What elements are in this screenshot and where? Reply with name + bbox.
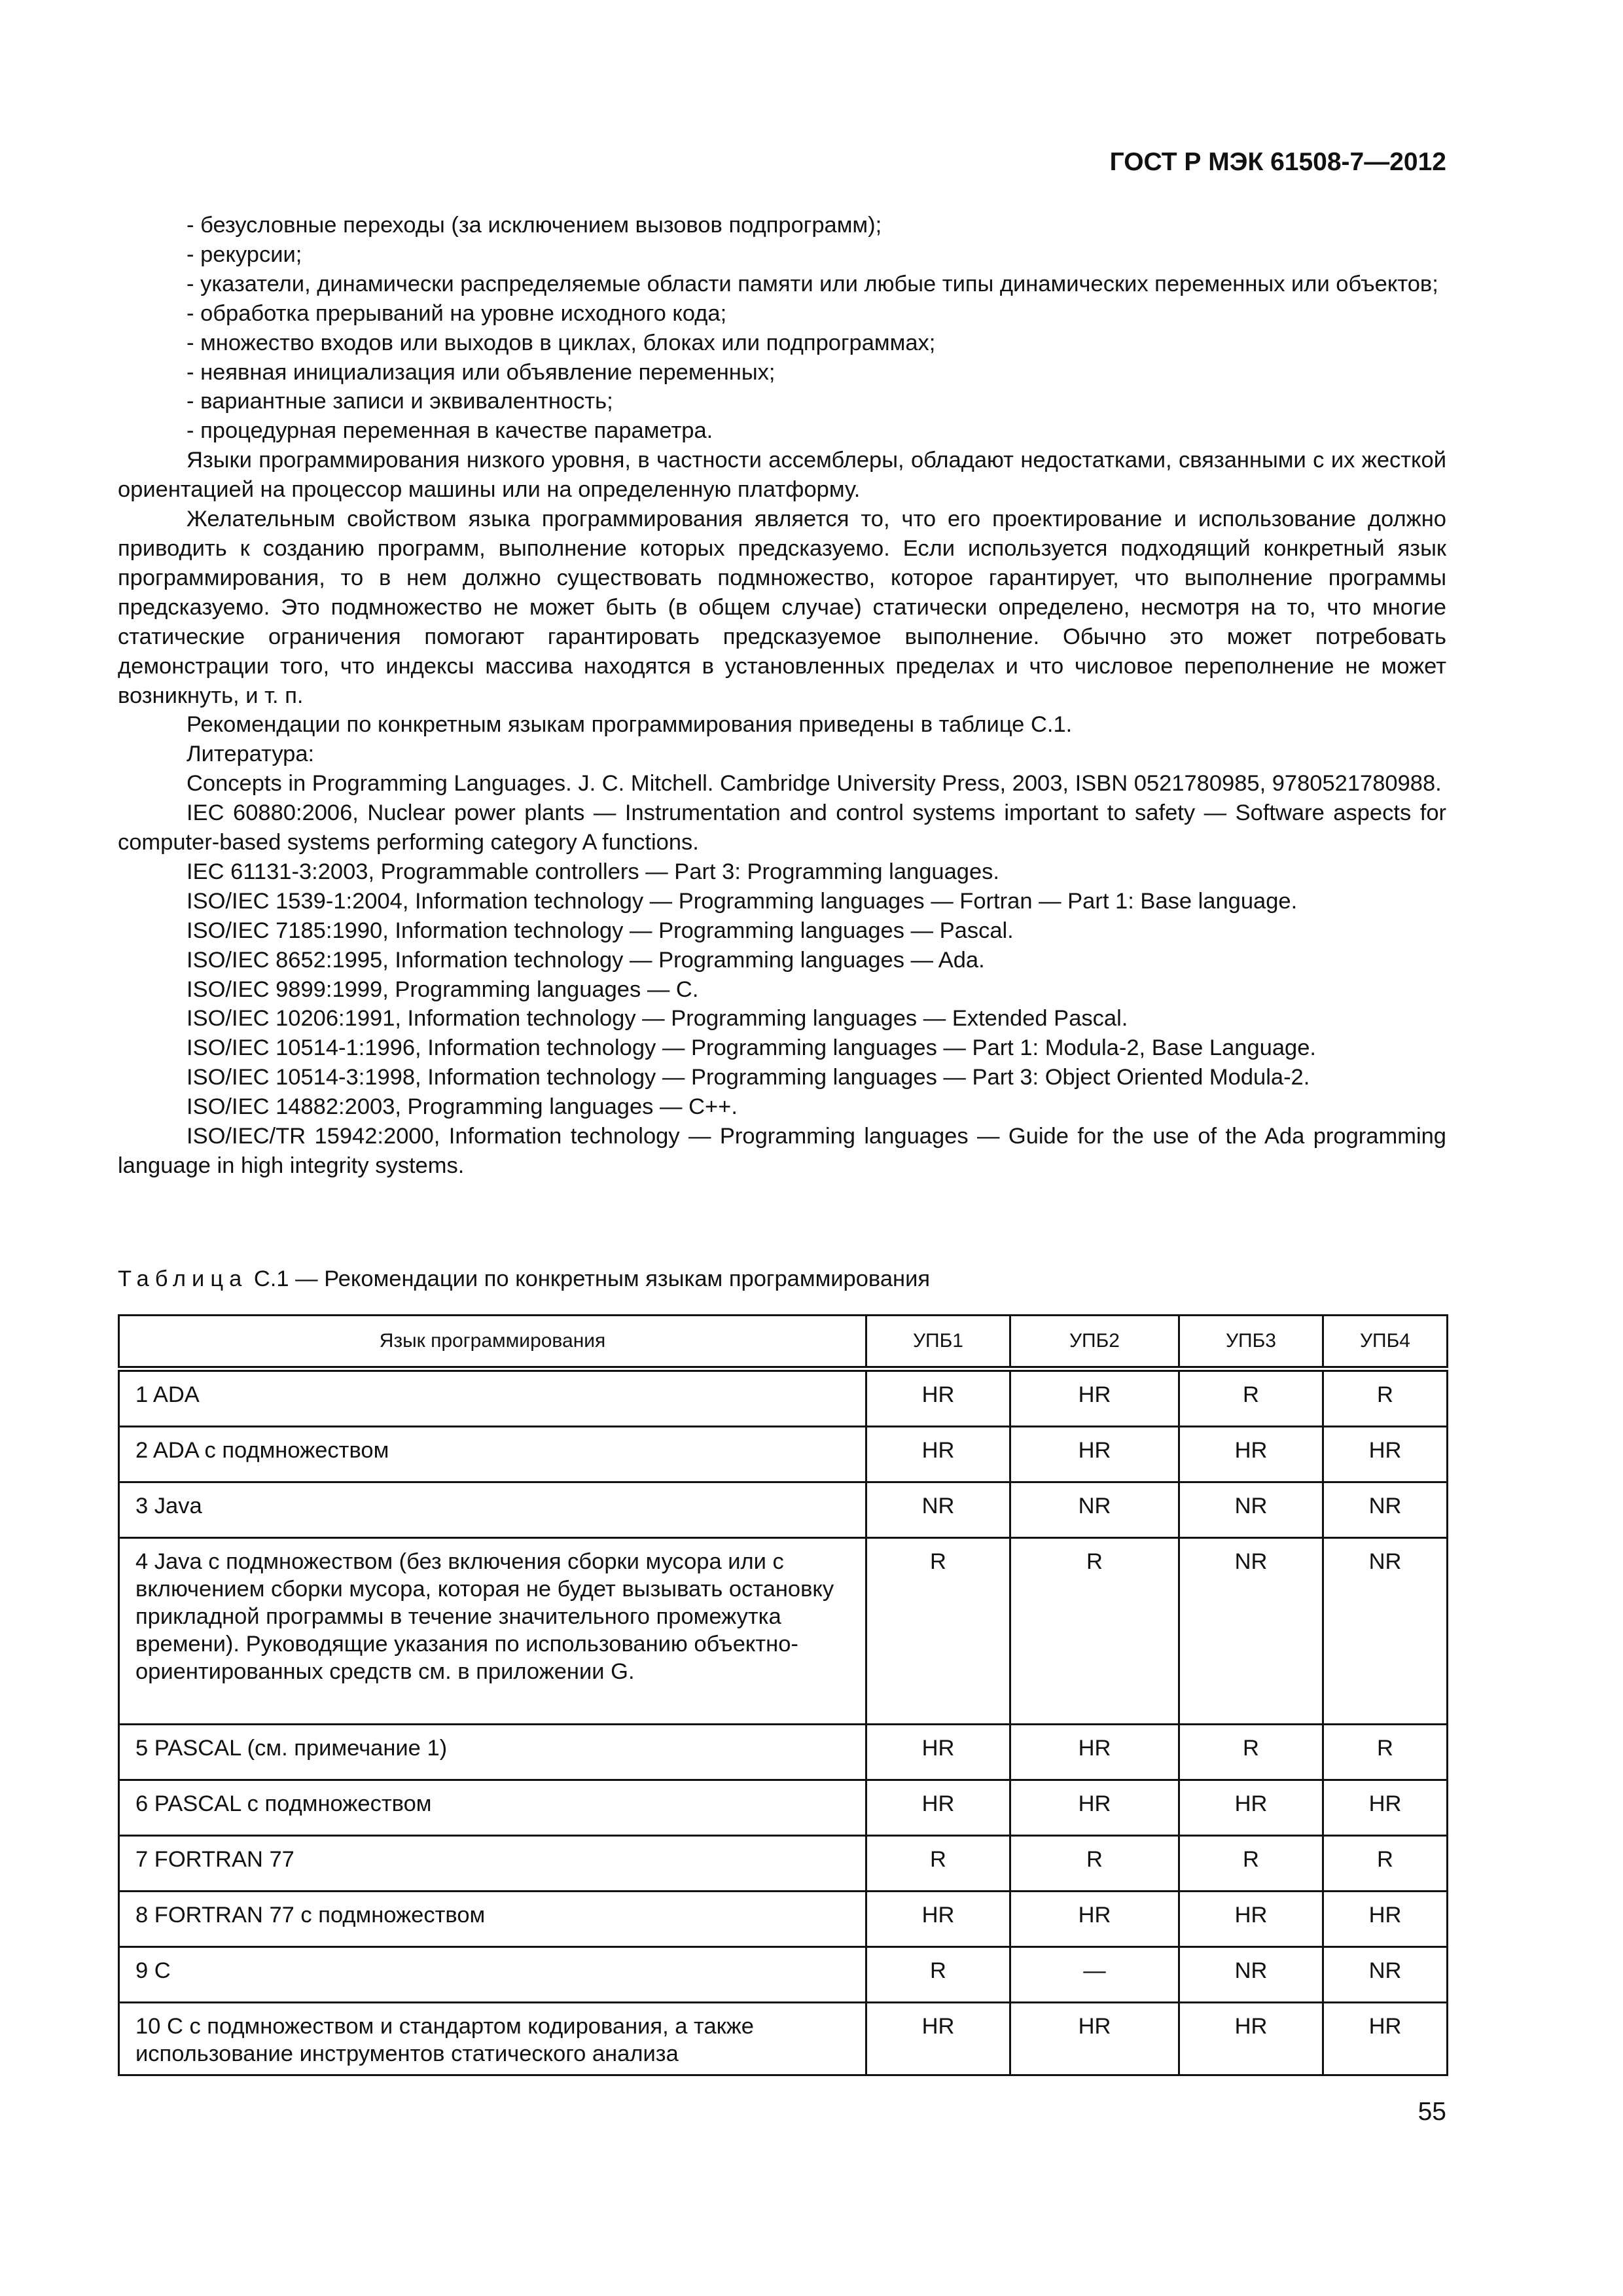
- sil3-cell: HR: [1179, 1427, 1323, 1482]
- header-sil2: УПБ2: [1010, 1316, 1179, 1369]
- sil2-cell: R: [1010, 1538, 1179, 1725]
- list-item: - обработка прерываний на уровне исходного кода;: [187, 300, 727, 326]
- list-item: - указатели, динамически распределяемые области памяти или любые типы динамических переменных или объектов;: [187, 271, 1438, 296]
- sil3-cell: NR: [1179, 1947, 1323, 2003]
- header-sil3: УПБ3: [1179, 1316, 1323, 1369]
- language-cell: 4 Java с подмножеством (без включения сборки мусора или с включением сборки мусора, которая не будет вызывать остановку прикладной программы в течение значительного промежутка времени). Руководящие указания по использованию объектно-ориентированных средств см. в приложении G.: [119, 1538, 866, 1725]
- language-cell: 5 PASCAL (см. примечание 1): [119, 1725, 866, 1780]
- sil1-cell: HR: [866, 1369, 1010, 1427]
- sil4-cell: HR: [1323, 1892, 1448, 1947]
- reference-item: ISO/IEC 8652:1995, Information technology — Programming languages — Ada.: [187, 947, 985, 973]
- paragraph: Языки программирования низкого уровня, в частности ассемблеры, обладают недостатками, связанными с их жесткой ориентацией на процессор машины или на определенную платформу.: [118, 448, 1446, 503]
- language-cell: 1 ADA: [119, 1369, 866, 1427]
- language-cell: 10 С с подмножеством и стандартом кодирования, а также использование инструментов статического анализа: [119, 2003, 866, 2075]
- literature-heading: Литература:: [187, 742, 315, 767]
- language-cell: 8 FORTRAN 77 с подмножеством: [119, 1892, 866, 1947]
- sil3-cell: HR: [1179, 2003, 1323, 2075]
- table-row: [119, 1482, 1448, 1538]
- list-item: - процедурная переменная в качестве параметра.: [187, 418, 713, 444]
- table-row: [119, 1947, 1448, 2003]
- language-cell: 3 Java: [119, 1482, 866, 1538]
- sil1-cell: HR: [866, 1427, 1010, 1482]
- sil4-cell: HR: [1323, 1780, 1448, 1836]
- reference-item: ISO/IEC 10206:1991, Information technology — Programming languages — Extended Pascal.: [187, 1006, 1128, 1031]
- sil1-cell: R: [866, 1538, 1010, 1725]
- sil3-cell: HR: [1179, 1892, 1323, 1947]
- sil3-cell: R: [1179, 1836, 1323, 1892]
- sil2-cell: —: [1010, 1947, 1179, 2003]
- sil2-cell: HR: [1010, 1725, 1179, 1780]
- sil3-cell: NR: [1179, 1538, 1323, 1725]
- reference-item: Concepts in Programming Languages. J. C. Mitchell. Cambridge University Press, 2003, ISBN 0521780985, 9780521780988.: [187, 771, 1442, 797]
- reference-item: ISO/IEC 10514-1:1996, Information technology — Programming languages — Part 1: Modula-2, Base Language.: [187, 1035, 1317, 1061]
- sil2-cell: HR: [1010, 1780, 1179, 1836]
- sil2-cell: HR: [1010, 1427, 1179, 1482]
- table-row: [119, 1369, 1448, 1427]
- list-item: - вариантные записи и эквивалентность;: [187, 389, 613, 414]
- sil4-cell: HR: [1323, 2003, 1448, 2075]
- table-row: [119, 1780, 1448, 1836]
- table-row: [119, 1538, 1448, 1725]
- sil4-cell: NR: [1323, 1947, 1448, 2003]
- table-caption-label: Таблица: [118, 1266, 248, 1291]
- sil1-cell: HR: [866, 1892, 1010, 1947]
- paragraph: Желательным свойством языка программирования является то, что его проектирование и использование должно приводить к созданию программ, выполнение которых предсказуемо. Если используется подходящий конкретный язык программирования, то в нем должно существовать подмножество, которое гарантирует, что выполнение программы предсказуемо. Это подмножество не может быть (в общем случае) статически определено, несмотря на то, что многие статические ограничения помогают гарантировать предсказуемое выполнение. Обычно это может потребовать демонстрации того, что индексы массива находятся в установленных пределах и что числовое переполнение не может возникнуть, и т. п.: [118, 507, 1446, 708]
- paragraph: Рекомендации по конкретным языкам программирования приведены в таблице С.1.: [187, 712, 1073, 738]
- sil4-cell: NR: [1323, 1482, 1448, 1538]
- reference-item: ISO/IEC 10514-3:1998, Information technology — Programming languages — Part 3: Object Oriented Modula-2.: [187, 1065, 1310, 1090]
- header-sil4: УПБ4: [1323, 1316, 1448, 1369]
- table-row: [119, 1427, 1448, 1482]
- sil4-cell: R: [1323, 1836, 1448, 1892]
- reference-item: ISO/IEC 7185:1990, Information technology — Programming languages — Pascal.: [187, 918, 1014, 943]
- sil1-cell: R: [866, 1836, 1010, 1892]
- sil1-cell: R: [866, 1947, 1010, 2003]
- table-row: [119, 1892, 1448, 1947]
- sil4-cell: R: [1323, 1725, 1448, 1780]
- table-row: [119, 2003, 1448, 2075]
- document-header: ГОСТ Р МЭК 61508-7—2012: [1109, 148, 1446, 176]
- sil2-cell: R: [1010, 1836, 1179, 1892]
- reference-item: ISO/IEC 1539-1:2004, Information technology — Programming languages — Fortran — Part 1: Base language.: [187, 888, 1298, 914]
- sil4-cell: HR: [1323, 1427, 1448, 1482]
- sil1-cell: HR: [866, 2003, 1010, 2075]
- sil3-cell: NR: [1179, 1482, 1323, 1538]
- sil4-cell: R: [1323, 1369, 1448, 1427]
- table-header-row: [119, 1316, 1448, 1369]
- list-item: - неявная инициализация или объявление переменных;: [187, 359, 776, 385]
- sil3-cell: R: [1179, 1369, 1323, 1427]
- reference-item: ISO/IEC 14882:2003, Programming languages — C++.: [187, 1094, 738, 1120]
- sil2-cell: HR: [1010, 2003, 1179, 2075]
- language-cell: 2 ADA с подмножеством: [119, 1427, 866, 1482]
- sil2-cell: HR: [1010, 1369, 1179, 1427]
- table-row: [119, 1836, 1448, 1892]
- reference-item: IEC 61131-3:2003, Programmable controllers — Part 3: Programming languages.: [187, 859, 999, 884]
- sil1-cell: NR: [866, 1482, 1010, 1538]
- body-text: [118, 211, 1446, 1181]
- sil3-cell: HR: [1179, 1780, 1323, 1836]
- recommendations-table: [118, 1314, 1448, 2076]
- language-cell: 9 C: [119, 1947, 866, 2003]
- list-item: - безусловные переходы (за исключением вызовов подпрограмм);: [187, 213, 882, 238]
- table-caption-text: С.1 — Рекомендации по конкретным языкам программирования: [247, 1266, 931, 1291]
- reference-item: ISO/IEC/TR 15942:2000, Information technology — Programming languages — Guide for the use of the Ada programming language in high integrity systems.: [118, 1124, 1446, 1178]
- sil2-cell: HR: [1010, 1892, 1179, 1947]
- sil4-cell: NR: [1323, 1538, 1448, 1725]
- sil1-cell: HR: [866, 1725, 1010, 1780]
- header-language: Язык программирования: [119, 1316, 866, 1369]
- language-cell: 6 PASCAL с подмножеством: [119, 1780, 866, 1836]
- list-item: - множество входов или выходов в циклах, блоках или подпрограммах;: [187, 330, 936, 355]
- table-row: [119, 1725, 1448, 1780]
- table-caption: [118, 1266, 930, 1292]
- language-cell: 7 FORTRAN 77: [119, 1836, 866, 1892]
- sil2-cell: NR: [1010, 1482, 1179, 1538]
- list-item: - рекурсии;: [187, 242, 302, 267]
- header-sil1: УПБ1: [866, 1316, 1010, 1369]
- sil3-cell: R: [1179, 1725, 1323, 1780]
- reference-item: IEC 60880:2006, Nuclear power plants — Instrumentation and control systems important to safety — Software aspects for computer-based systems performing category A functions.: [118, 800, 1446, 855]
- page-number: 55: [1418, 2098, 1446, 2126]
- sil1-cell: HR: [866, 1780, 1010, 1836]
- reference-item: ISO/IEC 9899:1999, Programming languages — C.: [187, 977, 699, 1002]
